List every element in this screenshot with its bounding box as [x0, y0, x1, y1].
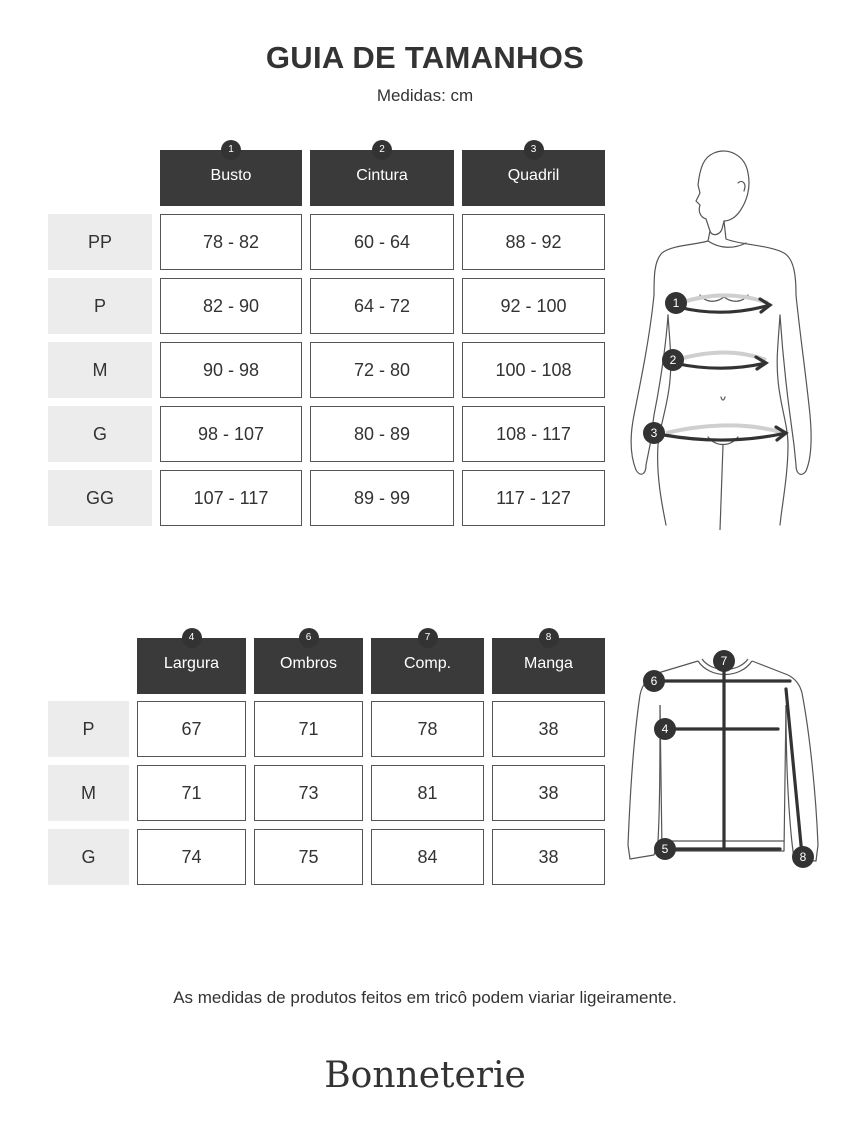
- units-subtitle: Medidas: cm: [376, 86, 474, 105]
- table-cell: 60 - 64: [310, 214, 454, 270]
- column-header-label: Quadril: [507, 167, 560, 184]
- right-arm-outline: [794, 295, 811, 474]
- table-cell: 90 - 98: [160, 342, 302, 398]
- size-label-p: P: [48, 701, 129, 757]
- table-cell: 78 - 82: [160, 214, 302, 270]
- marker-5: [654, 838, 676, 860]
- marker-2: [662, 349, 684, 371]
- table-cell: 100 - 108: [462, 342, 605, 398]
- garment-measurement-illustration: [620, 645, 825, 875]
- table-cell: 38: [492, 829, 605, 885]
- size-label-pp: PP: [48, 214, 152, 270]
- marker-label: 7: [720, 654, 728, 668]
- marker-3: [643, 422, 665, 444]
- table-cell: 84: [371, 829, 484, 885]
- table-cell: 108 - 117: [462, 406, 605, 462]
- column-header-label: Ombros: [280, 655, 337, 672]
- table-cell: 117 - 127: [462, 470, 605, 526]
- bust-band: [680, 296, 768, 304]
- table-cell: 81: [371, 765, 484, 821]
- table-cell: 88 - 92: [462, 214, 605, 270]
- marker-7: [713, 650, 735, 672]
- size-label-m: M: [48, 342, 152, 398]
- size-label-m: M: [48, 765, 129, 821]
- size-label-g: G: [48, 829, 129, 885]
- column-header-cintura: [310, 144, 454, 206]
- marker-label: 2: [669, 353, 677, 367]
- left-arm-outline: [631, 295, 654, 474]
- column-header-quadril: [462, 144, 605, 206]
- marker-badge: 4: [182, 628, 202, 648]
- table-cell: 78: [371, 701, 484, 757]
- table-cell: 92 - 100: [462, 278, 605, 334]
- marker-badge: 8: [539, 628, 559, 648]
- size-label-g: G: [48, 406, 152, 462]
- sleeve-line: [786, 689, 802, 855]
- collarbone-outline: [708, 241, 746, 247]
- column-header-label: Cintura: [356, 167, 408, 184]
- marker-label: 5: [661, 842, 669, 856]
- table-cell: 98 - 107: [160, 406, 302, 462]
- marker-1: [665, 292, 687, 314]
- table-cell: 64 - 72: [310, 278, 454, 334]
- size-label-gg: GG: [48, 470, 152, 526]
- table-cell: 74: [137, 829, 246, 885]
- size-label-p: P: [48, 278, 152, 334]
- marker-badge: 1: [221, 140, 241, 160]
- leg-divider: [720, 445, 723, 530]
- column-header-manga: [492, 632, 605, 694]
- marker-badge: 7: [418, 628, 438, 648]
- waist-band: [676, 353, 766, 361]
- table-cell: 89 - 99: [310, 470, 454, 526]
- bust-arrow: [678, 305, 770, 312]
- table-cell: 80 - 89: [310, 406, 454, 462]
- marker-label: 3: [650, 426, 658, 440]
- waist-arrow: [674, 363, 766, 368]
- column-header-label: Largura: [163, 655, 220, 672]
- ear-outline: [738, 181, 745, 191]
- body-measurement-illustration: [620, 145, 820, 530]
- column-header-label: Manga: [524, 655, 573, 672]
- left-shoulder-outline: [654, 231, 710, 295]
- head-outline: [696, 151, 749, 235]
- marker-4: [654, 718, 676, 740]
- marker-label: 4: [661, 722, 669, 736]
- column-header-label: Comp.: [403, 655, 452, 672]
- left-sleeve-outline: [628, 695, 658, 859]
- disclaimer-note: As medidas de produtos feitos em tricô podem viariar ligeiramente.: [173, 988, 677, 1007]
- marker-label: 8: [799, 850, 807, 864]
- column-header-busto: [160, 144, 302, 206]
- left-torso-outline: [658, 315, 671, 525]
- brand-logo: Bonneterie: [324, 1055, 526, 1096]
- navel-outline: [721, 397, 725, 400]
- right-shoulder-outline: [752, 661, 802, 693]
- column-header-comp: [371, 632, 484, 694]
- page-title: GUIA DE TAMANHOS: [265, 40, 585, 75]
- column-header-largura: [137, 632, 246, 694]
- hip-band: [666, 426, 784, 434]
- table-cell: 71: [137, 765, 246, 821]
- marker-badge: 2: [372, 140, 392, 160]
- right-inner-arm-outline: [780, 315, 794, 445]
- table-cell: 73: [254, 765, 363, 821]
- hip-arrow: [664, 433, 786, 440]
- marker-badge: 6: [299, 628, 319, 648]
- table-cell: 107 - 117: [160, 470, 302, 526]
- column-header-label: Busto: [210, 167, 252, 184]
- marker-8: [792, 846, 814, 868]
- table-cell: 38: [492, 765, 605, 821]
- table-cell: 75: [254, 829, 363, 885]
- table-cell: 67: [137, 701, 246, 757]
- table-cell: 72 - 80: [310, 342, 454, 398]
- marker-6: [643, 670, 665, 692]
- marker-label: 6: [650, 674, 658, 688]
- table-cell: 38: [492, 701, 605, 757]
- table-cell: 71: [254, 701, 363, 757]
- table-cell: 82 - 90: [160, 278, 302, 334]
- marker-label: 1: [672, 296, 680, 310]
- column-header-ombros: [254, 632, 363, 694]
- marker-badge: 3: [524, 140, 544, 160]
- right-shoulder-outline: [724, 221, 796, 295]
